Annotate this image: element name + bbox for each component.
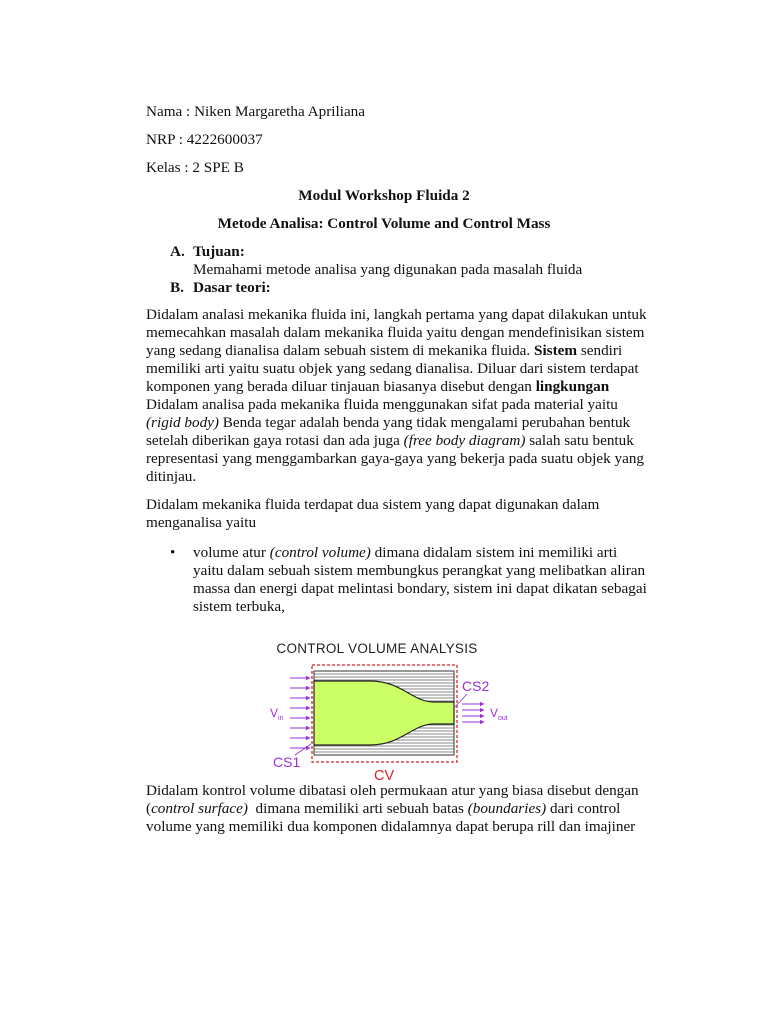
text-line: (control surface) dimana memiliki arti sebuah batas (boundaries) dari control — [146, 800, 621, 817]
bullet-marker: • — [170, 544, 176, 561]
term-free-body-diagram: (free body diagram) — [403, 432, 526, 449]
cs1-leader — [295, 744, 311, 755]
term-boundaries: (boundaries) — [467, 800, 547, 817]
method-title: Metode Analisa: Control Volume and Control Mass — [217, 215, 551, 232]
text-line: Didalam analasi mekanika fluida ini, langkah pertama yang dapat dilakukan untuk — [146, 306, 647, 323]
text-line: Didalam analisa pada mekanika fluida menggunakan sifat pada material yaitu — [146, 396, 618, 413]
text-line: memecahkan masalah dalam mekanika fluida yaitu dengan mendefinisikan sistem — [146, 324, 645, 341]
section-a-marker: A. — [170, 243, 185, 260]
text-line: volume atur (control volume) dimana didalam sistem ini memiliki arti — [193, 544, 618, 561]
section-a-title: Tujuan: — [193, 243, 245, 260]
section-b-marker: B. — [170, 279, 184, 296]
text-line: yang sedang dianalisa dalam sebuah sistem di mekanika fluida. Sistem sendiri — [146, 342, 623, 359]
outlet-arrows — [462, 704, 484, 722]
v-out-label: $V_{out}$ — [490, 706, 508, 722]
text-line: Didalam kontrol volume dibatasi oleh permukaan atur yang biasa disebut dengan — [146, 782, 639, 799]
student-nrp: NRP : 4222600037 — [146, 131, 263, 148]
term-control-surface: control surface) — [151, 800, 248, 817]
text-line: representasi yang menggambarkan gaya-gaya yang bekerja pada suatu objek yang — [146, 450, 645, 467]
section-a-body: Memahami metode analisa yang digunakan pada masalah fluida — [193, 261, 583, 278]
control-surface-paragraph — [146, 782, 666, 836]
text-line: komponen yang berada diluar tinjauan biasanya disebut dengan lingkungan — [146, 378, 610, 395]
text-line: volume yang memiliki dua komponen didalamnya dapat berupa rill dan imajiner — [146, 818, 636, 835]
student-class: Kelas : 2 SPE B — [146, 159, 244, 176]
module-title: Modul Workshop Fluida 2 — [298, 187, 470, 204]
text-line: Didalam mekanika fluida terdapat dua sistem yang dapat digunakan dalam — [146, 496, 600, 513]
control-volume-figure — [262, 634, 522, 782]
text-line: menganalisa yaitu — [146, 514, 257, 531]
systems-paragraph — [146, 496, 666, 532]
term-control-volume: (control volume) — [269, 544, 371, 561]
cs2-label: CS2 — [462, 678, 490, 694]
cv-label: CV — [374, 768, 395, 782]
inlet-arrows — [290, 678, 310, 748]
v-in-label: $V_{in}$ — [270, 706, 284, 722]
text-line: sistem terbuka, — [193, 598, 285, 615]
figure-title: CONTROL VOLUME ANALYSIS — [276, 641, 478, 656]
text-line: (rigid body) Benda tegar adalah benda yang tidak mengalami perubahan bentuk — [146, 414, 631, 431]
term-lingkungan: lingkungan — [535, 378, 610, 395]
theory-paragraph — [146, 306, 666, 486]
student-name: Nama : Niken Margaretha Apriliana — [146, 103, 366, 120]
text-line: memiliki arti yaitu suatu objek yang sedang dianalisa. Diluar dari sistem terdapat — [146, 360, 639, 377]
cs1-label: CS1 — [273, 754, 301, 770]
text-line: yaitu dalam sebuah sistem membungkus perangkat yang melibatkan aliran — [193, 562, 646, 579]
text-line: ditinjau. — [146, 468, 197, 485]
text-line: setelah diberikan gaya rotasi dan ada juga (free body diagram) salah satu bentuk — [146, 432, 634, 449]
term-sistem: Sistem — [534, 342, 578, 359]
section-b-title: Dasar teori: — [193, 279, 271, 296]
term-rigid-body: (rigid body) — [146, 414, 219, 431]
text-line: massa dan energi dapat melintasi bondary, sistem ini dapat dikatan sebagai — [193, 580, 647, 597]
control-volume-bullet — [193, 544, 663, 616]
